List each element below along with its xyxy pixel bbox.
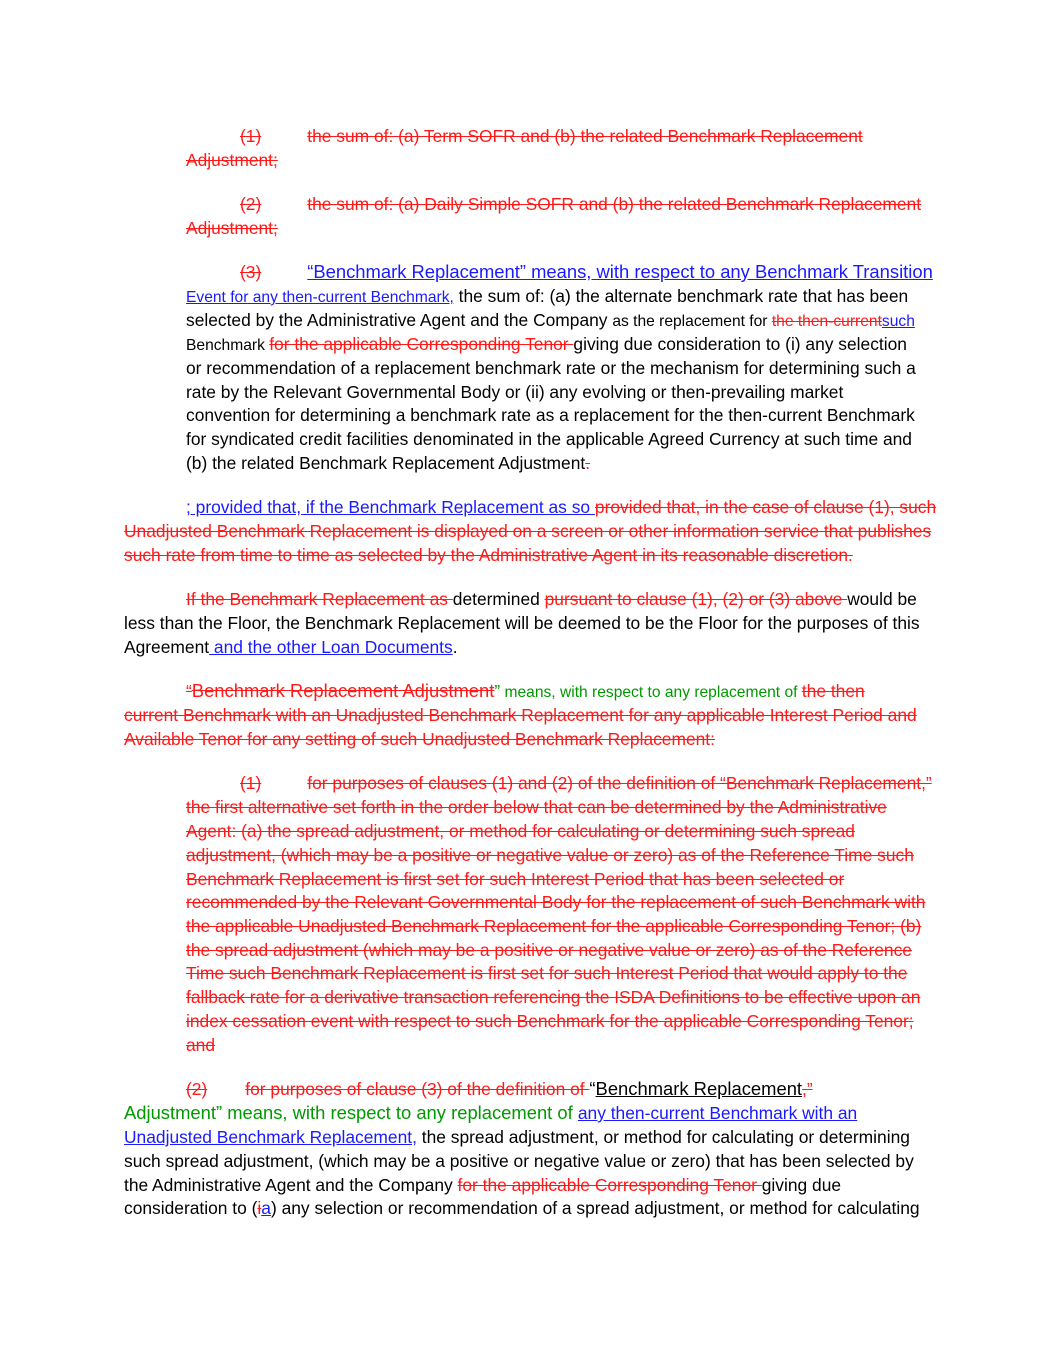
p7-line (186, 891, 925, 913)
p3-line8: for syndicated credit facilities denominated in the applicable Agreed Currency at such time and (186, 429, 912, 449)
p8-number: (2) (186, 1079, 208, 1099)
p6-deleted: the then (801, 681, 865, 701)
p7-line (186, 986, 920, 1008)
p8-line6 (124, 1197, 920, 1219)
p8-deleted: i (257, 1198, 262, 1218)
p7-line (186, 844, 914, 866)
p3-line1 (240, 261, 933, 283)
p3-line2 (186, 285, 908, 309)
p7-deleted: Benchmark Replacement is first set for such Interest Period that has been selected or (186, 869, 845, 889)
p3-line6: rate by the Relevant Governmental Body or (ii) any evolving or then-prevailing market (186, 382, 844, 402)
p5-text: Agreement (124, 637, 210, 657)
p5-text: . (452, 637, 458, 657)
p4-line2 (124, 520, 931, 542)
p5-text: determined (452, 589, 545, 609)
p8-line4: such spread adjustment, (which may be a positive or negative value or zero) that has been selected by (124, 1151, 914, 1171)
p6-line1 (186, 680, 865, 704)
p7-deleted: adjustment, (which may be a positive or negative value or zero) as of the Reference Time such (186, 845, 914, 865)
p8-title: Benchmark Replacement (595, 1078, 803, 1099)
p2-number: (2) (240, 194, 262, 214)
p3-text: as the replacement for (612, 313, 772, 330)
p3-line3 (186, 309, 915, 333)
p3-text: giving due consideration to (i) any selection (573, 334, 907, 354)
p3-line9 (186, 452, 590, 474)
p3-line4 (186, 333, 907, 357)
p2-text-cont: Adjustment; (186, 218, 278, 238)
p3-inserted-definition: “Benchmark Replacement” means, with respect to any Benchmark Transition (307, 261, 933, 282)
p8-text: giving due (761, 1175, 842, 1195)
p6-deleted-title: Benchmark Replacement Adjustment (191, 680, 495, 701)
p1-line2 (186, 149, 278, 171)
p3-number: (3) (240, 262, 262, 282)
p7-line (186, 1034, 215, 1056)
p7-number: (1) (240, 773, 262, 793)
p8-deleted: for the applicable Corresponding Tenor (457, 1175, 762, 1195)
p4-inserted: ; provided that, if the Benchmark Replacement as so (186, 497, 595, 517)
p8-inserted: a (261, 1198, 271, 1218)
p3-line5: or recommendation of a replacement benchmark rate or the mechanism for determining such a (186, 358, 916, 378)
p6-deleted: current Benchmark with an Unadjusted Benchmark Replacement for any applicable Interest Period and (124, 705, 917, 725)
p5-deleted: pursuant to clause (1), (2) or (3) above (544, 589, 848, 609)
p3-inserted-event: Event for any then-current Benchmark, (186, 289, 454, 306)
p8-inserted: Unadjusted Benchmark Replacement, (124, 1127, 417, 1147)
p8-text: ) any selection or recommendation of a spread adjustment, or method for calculating (270, 1198, 920, 1218)
p8-text: the spread adjustment, or method for calculating or determining (416, 1127, 910, 1147)
p5-text: would be (847, 589, 917, 609)
p7-deleted: fallback rate for a derivative transaction referencing the ISDA Definitions to be effective upon an (186, 987, 921, 1007)
p7-deleted: the first alternative set forth in the order below that can be determined by the Administrative (186, 797, 887, 817)
p7-deleted: and (186, 1035, 216, 1055)
p7-line (186, 820, 855, 842)
p7-deleted: Time such Benchmark Replacement is first set for such Interest Period that would apply to the (186, 963, 908, 983)
p1-number: (1) (240, 126, 262, 146)
p7-deleted: Agent: (a) the spread adjustment, or method for calculating or determining such spread (186, 821, 855, 841)
p4-deleted: provided that, in the case of clause (1), such (594, 497, 937, 517)
p3-text: selected by the Administrative Agent and the Company (186, 310, 613, 330)
p8-text: the Administrative Agent and the Company (124, 1175, 458, 1195)
p1-text-cont: Adjustment; (186, 150, 278, 170)
p8-deleted: for purposes of clause (3) of the definition of (245, 1079, 590, 1099)
p8-moved: Adjustment” means, with respect to any replacement of (124, 1102, 578, 1123)
p7-line (186, 962, 907, 984)
p6-line2 (124, 704, 917, 726)
p1-text: the sum of: (a) Term SOFR and (b) the related Benchmark Replacement (307, 126, 863, 146)
p7-line1 (240, 772, 932, 794)
p8-line2 (124, 1102, 857, 1124)
p4-deleted: Unadjusted Benchmark Replacement is displayed on a screen or other information service that publishes (124, 521, 932, 541)
p3-deleted: . (585, 453, 591, 473)
p5-line1 (186, 588, 917, 610)
p7-line (186, 796, 887, 818)
p7-deleted: the spread adjustment (which may be a positive or negative value or zero) as of the Reference (186, 940, 912, 960)
p8-line3 (124, 1126, 910, 1148)
p4-deleted: such rate from time to time as selected by the Administrative Agent in its reasonable discretion. (124, 545, 853, 565)
p5-inserted: and the other Loan Documents (209, 637, 453, 657)
p2-line1 (240, 193, 921, 215)
p6-line3 (124, 728, 715, 750)
p7-line (186, 1010, 914, 1032)
p8-text: “ (589, 1078, 596, 1099)
p3-inserted: such (881, 313, 915, 330)
p6-deleted: Available Tenor for any setting of such Unadjusted Benchmark Replacement: (124, 729, 715, 749)
p7-deleted: for purposes of clauses (1) and (2) of the definition of “Benchmark Replacement,” (307, 773, 932, 793)
p7-line (186, 915, 921, 937)
p4-line3 (124, 544, 853, 566)
p6-moved: ” (494, 681, 501, 701)
p3-deleted: the then-current (771, 313, 882, 330)
p3-text: (b) the related Benchmark Replacement Adjustment (186, 453, 586, 473)
p6-moved: means, with respect to any replacement of (500, 684, 802, 701)
p8-line5 (124, 1174, 841, 1196)
p3-text: Benchmark (186, 337, 270, 354)
p5-deleted: If the Benchmark Replacement as (186, 589, 453, 609)
p7-line (186, 868, 844, 890)
p8-text: consideration to ( (124, 1198, 258, 1218)
p7-deleted: the applicable Unadjusted Benchmark Replacement for the applicable Corresponding Tenor; (b) (186, 916, 922, 936)
p3-line7: convention for determining a benchmark rate as a replacement for the then-current Benchmark (186, 405, 915, 425)
p4-line1 (186, 496, 936, 518)
p7-deleted: recommended by the Relevant Governmental Body for the replacement of such Benchmark with (186, 892, 926, 912)
p7-deleted: index cessation event with respect to such Benchmark for the applicable Corresponding Tenor; (186, 1011, 914, 1031)
p1-line1 (240, 125, 863, 147)
p2-text: the sum of: (a) Daily Simple SOFR and (b) the related Benchmark Replacement (307, 194, 922, 214)
p5-line3 (124, 636, 458, 658)
p3-text: the sum of: (a) the alternate benchmark rate that has been (453, 286, 909, 306)
p5-line2: less than the Floor, the Benchmark Replacement will be deemed to be the Floor for the purposes of this (124, 613, 920, 633)
p6-deleted: “ (186, 681, 192, 701)
p8-line1 (186, 1078, 813, 1100)
p7-line (186, 939, 912, 961)
p8-deleted: ,” (802, 1079, 813, 1099)
p2-line2 (186, 217, 278, 239)
p3-deleted: for the applicable Corresponding Tenor (269, 334, 574, 354)
p8-inserted: any then-current Benchmark with an (577, 1103, 858, 1123)
